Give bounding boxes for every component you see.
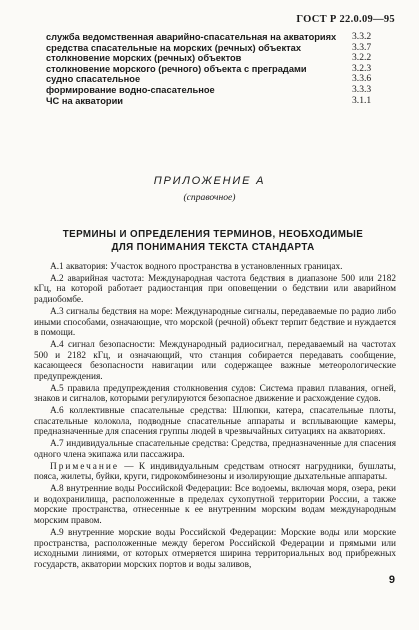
paragraph: А.5 правила предупреждения столкновения судов: Система правил плавания, огней, знаков и сигналов, которыми регулируются безопасное движение и расхождение судов. <box>34 383 396 405</box>
index-row <box>46 53 392 64</box>
paragraph: А.3 сигналы бедствия на море: Международные сигналы, передаваемые по радио либо иными способами, означающие, что морской (речной) объект терпит бедствие и нуждается в помощи. <box>34 306 396 339</box>
paragraph: А.2 аварийная частота: Международная частота бедствия в диапазоне 500 или 2182 кГц, на которой работает радиостанция при оповещении о бедствии или аварийном радиобомбе. <box>34 273 396 306</box>
paragraph: А.4 сигнал безопасности: Международный радиосигнал, передаваемый на частотах 500 и 2182 кГц, и означающий, что станция собирается передавать сообщение, касающееся безопасности навигации или содержащее важные метеорологические предупреждения. <box>34 340 396 382</box>
index-row <box>46 85 392 96</box>
index-ref: 3.2.2 <box>352 52 372 64</box>
index-row <box>46 32 392 43</box>
index-term: столкновение морского (речного) объекта с преградами <box>46 63 307 74</box>
section-title <box>40 228 386 254</box>
index-ref: 3.3.6 <box>352 73 372 85</box>
paragraph: А.6 коллективные спасательные средства: Шлюпки, катера, спасательные плоты, спасательные колокола, подводные спасательные аппараты и всплывающие камеры, предназначенные для спасения группы людей в чрезвычайных ситуациях на акваториях. <box>34 406 396 438</box>
page-number: 9 <box>388 574 395 586</box>
paragraph: А.8 внутренние воды Российской Федерации: Все водоемы, включая моря, озера, реки и водохранилища, расположенные в пределах сухопутной территории России, а также морские пространства, отнесенные к ее внутренним морским водам международным морским правом. <box>34 484 396 527</box>
index-term: служба ведомственная аварийно-спасательная на акваториях <box>46 32 337 42</box>
section-title-line: ТЕРМИНЫ И ОПРЕДЕЛЕНИЯ ТЕРМИНОВ, НЕОБХОДИМЫЕ <box>62 229 364 240</box>
index-term: судно спасательное <box>46 74 141 85</box>
index-ref: 3.3.7 <box>352 41 372 53</box>
index-ref: 3.2.3 <box>352 62 372 74</box>
appendix-note: (справочное) <box>183 192 236 203</box>
document-body <box>34 262 396 572</box>
note-paragraph <box>34 462 396 483</box>
paragraph: А.7 индивидуальные спасательные средства: Средства, предназначенные для спасения одного члена экипажа или пассажира. <box>34 439 396 460</box>
appendix-title: ПРИЛОЖЕНИЕ А <box>153 175 266 187</box>
index-term: средства спасательные на морских (речных) объектах <box>46 42 302 53</box>
index-ref: 3.1.1 <box>352 94 372 106</box>
index-term: формирование водно-спасательное <box>46 84 215 95</box>
section-title-line: ДЛЯ ПОНИМАНИЯ ТЕКСТА СТАНДАРТА <box>111 242 315 253</box>
note-text: — К индивидуальным средствам относят нагрудники, бушлаты, пояса, жилеты, буйки, круги, гидрокомбинезоны и изолирующие дыхательные аппараты. <box>34 461 397 483</box>
index-term: ЧС на акватории <box>46 95 124 106</box>
term-index <box>46 32 392 106</box>
paragraph: А.1 акватория: Участок водного пространства в установленных границах. <box>50 262 343 272</box>
index-ref: 3.3.2 <box>352 31 372 42</box>
paragraph: А.9 внутренние морские воды Российской Федерации: Морские воды или морские пространства, расположенные между берегом Российской Федерации и прямыми или исходными линиями, от которых отмеряется ширина территориальных вод прибрежных государств, акватории морских портов и воды заливов, <box>34 527 396 570</box>
index-row <box>46 43 392 54</box>
index-ref: 3.3.3 <box>352 83 372 95</box>
index-row <box>46 96 392 107</box>
index-row <box>46 74 392 85</box>
index-row <box>46 64 392 75</box>
note-label: Примечание <box>50 461 119 472</box>
document-header: ГОСТ Р 22.0.09—95 <box>296 14 395 25</box>
index-term: столкновение морских (речных) объектов <box>46 53 242 64</box>
